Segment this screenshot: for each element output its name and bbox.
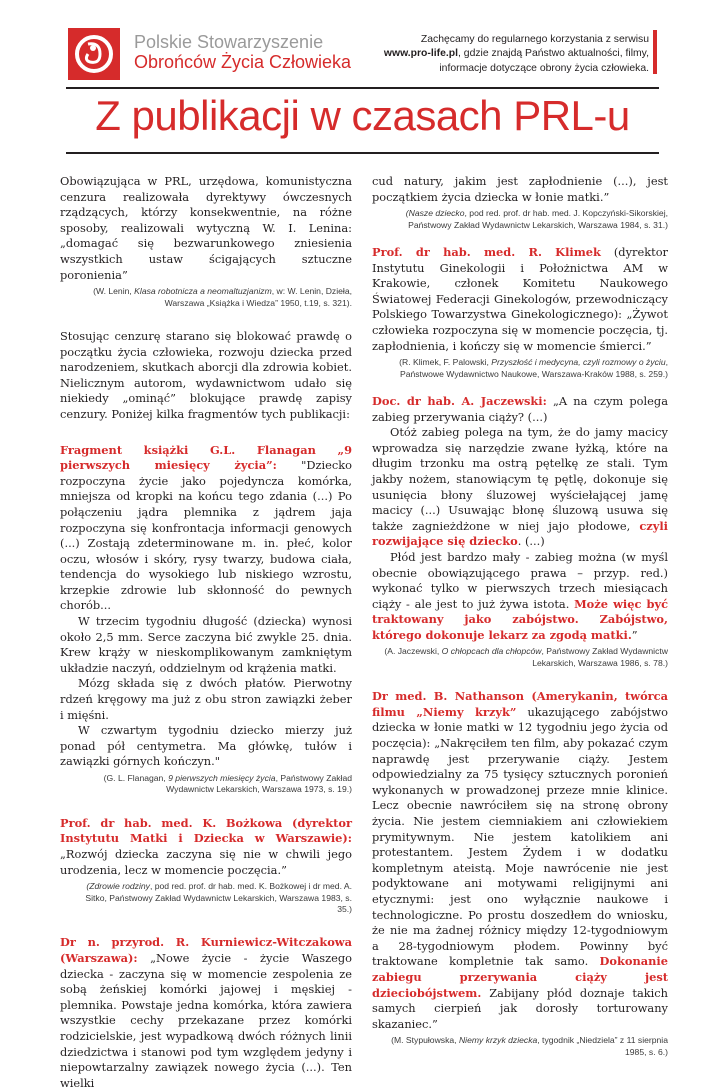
citation: (A. Jaczewski, O chłopcach dla chłopców, Państwowy Zakład Wydawnictw Lekarskich, Warszawa 1986, s. 78.) bbox=[384, 646, 668, 668]
org-name-line1: Polskie Stowarzyszenie bbox=[134, 32, 324, 52]
org-name-line2: Obrońców Życia Człowieka bbox=[134, 52, 352, 72]
left-column: Obowiązująca w PRL, urzędowa, komunistyczna cenzura realizowała dyrektywy ówczesnych rządzących, którzy konsekwentnie, na różne sposoby, realizowali wytyczną W. I. Lenina: „domagać się bezwarunkowego zniesienia wszystkich ustaw ścigających sztuczne poronienia” (W. Lenin, Klasa robotnicza a neomaltuzjanizm, w: W. Lenin, Dzieła, Warszawa „Książka i Wiedza” 1950, t.19, s. 321). Stosując cenzurę starano się blokować prawdę o początku życia człowieka, rozwoju dziecka przed narodzeniem, skutkach aborcji dla zdrowia kobiet. Nielicznym autorom, wydawnictwom udało się niekiedy „ominąć” blokujące prawdę zapisy cenzury. Poniżej kilka fragmentów tych publikacji: Fragment książki G.L. Flanagan „9 pierwszych miesięcy życia”: "Dziecko rozpoczyna życie jako pojedyncza komórka, mniejsza od kropki na końcu tego zdania (...) Po połączeniu jądra plemnika z jądrem jaja rozpoczyna się konfrontacja informacji genowych (...) Zostają zdeterminowane m. in. płeć, kolor oczu, włosów i skóry, rysy twarzy, budowa ciała, tendencja do wysokiego lub niskiego wzrostu, krzepkie zdrowie lub skłonność do pewnych chorób... W trzecim tygodniu długość (dziecka) wynosi około 2,5 mm. Serce zaczyna bić zwykle 25. dnia. Krew krąży w nieskomplikowanym zamkniętym układzie naczyń, oddzielnym od krążenia matki. Mózg składa się z dwóch płatów. Pierwotny rdzeń kręgowy ma już z obu stron zawiązki żeber i mięśni. W czwartym tygodniu dziecko mierzy już ponad pół centymetra. Ma główkę, tułów i zawiązki górnych kończyn." (G. L. Flanagan, 9 pierwszych miesięcy życia, Państwowy Zakład Wydawnictw Lekarskich, Warszawa 1973, s. 19.) Prof. dr hab. med. K. Bożkowa (dyrektor Instytutu Matki i Dziecka w Warszawie): „Rozwój dziecka zaczyna się nie w chwili jego urodzenia, lecz w momencie poczęcia.” (Zdrowie rodziny, pod red. prof. dr hab. med. K. Bożkowej i dr med. A. Sitko, Państwowy Zakład Wydawnictw Lekarskich, Warszawa 1983, s. 35.) Dr n. przyrod. R. Kurniewicz-Witczakowa (Warszawa): „Nowe życie - życie Waszego dziecka - zaczyna się w momencie zespolenia ze sobą żeńskiej komórki jajowej i męskiej - plemnika. Powstaje jedna komórka, która zawiera wszystkie cechy przekazane przez komórki rodzicielskie, jest wypadkową dwóch różnych linii dziedzictwa i stanowi pod tym względem jedyny i niepowtarzalny zawiązek nowego życia (...). Ten wielki bbox=[60, 174, 352, 1090]
citation: (R. Klimek, F. Palowski, Przyszłość i medycyna, czyli rozmowy o życiu, Państwowe Wydawnictwo Naukowe, Warszawa-Kraków 1988, s. 259.) bbox=[399, 357, 668, 379]
context-paragraph: Stosując cenzurę starano się blokować prawdę o początku życia człowieka, rozwoju dziecka przed narodzeniem, skutkach aborcji dla zdrowia kobiet. Nielicznym autorom, wydawnictwom udało się niekiedy „ominąć” blokujące prawdę zapisy cenzury. Poniżej kilka fragmentów tych publikacji: bbox=[60, 328, 352, 421]
organization-logo bbox=[66, 26, 126, 84]
quote-bozkowa: Prof. dr hab. med. K. Bożkowa (dyrektor Instytutu Matki i Dziecka w Warszawie): „Rozwój dziecka zaczyna się nie w chwili jego urodzenia, lecz w momencie poczęcia.” bbox=[60, 815, 352, 877]
quote-kurniewicz-continued: cud natury, jakim jest zapłodnienie (...), jest początkiem życia dziecka w łonie matki.” bbox=[372, 174, 668, 204]
accent-bar bbox=[653, 30, 657, 74]
header-rule-top bbox=[66, 87, 659, 89]
citation: (G. L. Flanagan, 9 pierwszych miesięcy życia, Państwowy Zakład Wydawnictw Lekarskich, Warszawa 1973, s. 19.) bbox=[103, 773, 352, 795]
right-column: cud natury, jakim jest zapłodnienie (...), jest początkiem życia dziecka w łonie matki.” (Nasze dziecko, pod red. prof. dr hab. med. J. Kopczyński-Sikorskiej, Państwowy Zakład Wydawnictw Lekarskich, Warszawa 1984, s. 31.) Prof. dr hab. med. R. Klimek (dyrektor Instytutu Ginekologii i Położnictwa AM w Krakowie, członek Komitetu Naukowego Światowej Federacji Ginekologów, przewodniczący Polskiego Towarzystwa Ginekologicznego): „Żywot człowieka rozpoczyna się w momencie poczęcia, tj. zapłodnienia, i kończy się w momencie śmierci.” (R. Klimek, F. Palowski, Przyszłość i medycyna, czyli rozmowy o życiu, Państwowe Wydawnictwo Naukowe, Warszawa-Kraków 1988, s. 259.) Doc. dr hab. A. Jaczewski: „A na czym polega zabieg przerywania ciąży? (...) Otóż zabieg polega na tym, że do jamy macicy wprowadza się narzędzie zwane łyżką, które na długim trzonku ma ostrą pętelkę ze stali. Tym jakby nożem, stanowiącym tę pętlę, dokonuje się usunięcia błony śluzowej wyściełającej jamę macicy (...) Usuwając błonę śluzową usuwa się także zagnieżdżone w niej jajo płodowe, czyli rozwijające się dziecko. (...) Płód jest bardzo mały - zabieg można (w myśl obecnie obowiązującego prawa – przyp. red.) wykonać tylko w pierwszych trzech miesiącach ciąży - ale jest to już żywa istota. Może więc być traktowany jako zabójstwo. Zabójstwo, którego dokonuje lekarz za zgodą matki.” (A. Jaczewski, O chłopcach dla chłopców, Państwowy Zakład Wydawnictw Lekarskich, Warszawa 1986, s. 78.) Dr med. B. Nathanson (Amerykanin, twórca filmu „Niemy krzyk” ukazującego zabójstwo dziecka w łonie matki w 12 tygodniu jego życia od poczęcia): „Nakręciłem ten film, aby pokazać czym naprawdę jest przerywanie ciąży. Jestem odpowiedzialny za 75 tysięcy sztucznych poronień wykonanych w prowadzonej przeze mnie klinice. Lecz obecnie nawróciłem się na stronę obrony życia. Nie jestem ciemniakiem ani człowiekiem prymitywnym. Nie jestem katolikiem ani protestantem. Jestem Żydem i w dodatku kompletnym ateistą. Moje nawrócenie nie jest podyktowane ani motywami religijnymi ani etycznymi: jest ono wyłącznie naukowe i technologiczne. Po prostu doszedłem do wniosku, że nie ma żadnej różnicy między 12-tygodniowym a 28-tygodniowym płodem. Powinny być traktowane kompletnie tak samo. Dokonanie zabiegu przerywania ciąży jest dzieciobójstwem. Zabijany płód doznaje takich samych cierpień jak dorosły torturowany skazaniec.” (M. Stypułowska, Niemy krzyk dziecka, tygodnik „Niedziela” z 11 sierpnia 1985, s. 6.) bbox=[372, 174, 668, 1057]
citation: (W. Lenin, Klasa robotnicza a neomaltuzjanizm, w: W. Lenin, Dzieła, Warszawa „Książka i Wiedza” 1950, t.19, s. 321). bbox=[93, 286, 352, 308]
organization-name bbox=[134, 32, 351, 72]
intro-paragraph: Obowiązująca w PRL, urzędowa, komunistyczna cenzura realizowała dyrektywy ówczesnych rządzących, którzy konsekwentnie, na różne sposoby, realizowali wytyczną W. I. Lenina: „domagać się bezwarunkowego zniesienia wszystkich ustaw ścigających sztuczne poronienia” bbox=[60, 174, 352, 282]
citation: (M. Stypułowska, Niemy krzyk dziecka, tygodnik „Niedziela” z 11 sierpnia 1985, s. 6.) bbox=[391, 1035, 668, 1057]
quote-jaczewski: Doc. dr hab. A. Jaczewski: „A na czym polega zabieg przerywania ciąży? (...) bbox=[372, 393, 668, 424]
quote-flanagan: Fragment książki G.L. Flanagan „9 pierwszych miesięcy życia”: "Dziecko rozpoczyna życie jako pojedyncza komórka, mniejsza od kropki na końcu tego zdania (...) Po połączeniu jądra plemnika z jądrem jaja rozpoczyna się konfrontacja informacji genowych (...) Zostają zdeterminowane m. in. płeć, kolor oczu, włosów i skóry, rysy twarzy, budowa ciała, tendencja do wysokiego lub niskiego wzrostu, krzepkie zdrowie lub skłonność do pewnych chorób... bbox=[60, 442, 352, 613]
citation: (Nasze dziecko, pod red. prof. dr hab. med. J. Kopczyński-Sikorskiej, Państwowy Zakład Wydawnictw Lekarskich, Warszawa 1984, s. 31.) bbox=[405, 208, 668, 230]
website-link[interactable]: www.pro-life.pl bbox=[383, 48, 459, 60]
website-promo: Zachęcamy do regularnego korzystania z serwisu www.pro-life.pl, gdzie znajdą Państwo aktualności, filmy, informacje dotyczące obrony życia człowieka. bbox=[383, 34, 649, 74]
citation: (Zdrowie rodziny, pod red. prof. dr hab. med. K. Bożkowej i dr med. A. Sitko, Państwowy Zakład Wydawnictw Lekarskich, Warszawa 1983, s. 35.) bbox=[85, 881, 352, 914]
quote-klimek: Prof. dr hab. med. R. Klimek (dyrektor Instytutu Ginekologii i Położnictwa AM w Krakowie, członek Komitetu Naukowego Światowej Federacji Ginekologów, przewodniczący Polskiego Towarzystwa Ginekologicznego): „Żywot człowieka rozpoczyna się w momencie poczęcia, tj. zapłodnienia, i kończy się w momencie śmierci.” bbox=[372, 245, 668, 353]
header-rule-bottom bbox=[66, 152, 659, 154]
page-title: Z publikacji w czasach PRL-u bbox=[95, 92, 630, 139]
quote-kurniewicz: Dr n. przyrod. R. Kurniewicz-Witczakowa (Warszawa): „Nowe życie - życie Waszego dziecka - zaczyna się w momencie zespolenia ze sobą żeńskiej komórki jajowej i męskiej - plemnika. Powstaje jedna komórka, która zawiera wszystkie cechy przekazane przez komórki rodzicielskie, jest wypadkową dwóch różnych linii dziedzictwa i stanowi pod tym względem jedyny i niepowtarzalny zawiązek nowego życia (...). Ten wielki bbox=[60, 935, 352, 1090]
quote-nathanson: Dr med. B. Nathanson (Amerykanin, twórca filmu „Niemy krzyk” ukazującego zabójstwo dziecka w łonie matki w 12 tygodniu jego życia od poczęcia): „Nakręciłem ten film, aby pokazać czym naprawdę jest przerywanie ciąży. Jestem odpowiedzialny za 75 tysięcy sztucznych poronień wykonanych w prowadzonej przeze mnie klinice. Lecz obecnie nawróciłem się na stronę obrony życia. Nie jestem ciemniakiem ani człowiekiem prymitywnym. Nie jestem katolikiem ani protestantem. Jestem Żydem i w dodatku kompletnym ateistą. Moje nawrócenie nie jest podyktowane ani motywami religijnymi ani etycznymi: jest ono wyłącznie naukowe i technologiczne. Po prostu doszedłem do wniosku, że nie ma żadnej różnicy między 12-tygodniowym a 28-tygodniowym płodem. Powinny być traktowane kompletnie tak samo. Dokonanie zabiegu przerywania ciąży jest dzieciobójstwem. Zabijany płód doznaje takich samych cierpień jak dorosły torturowany skazaniec.” bbox=[372, 689, 668, 1031]
